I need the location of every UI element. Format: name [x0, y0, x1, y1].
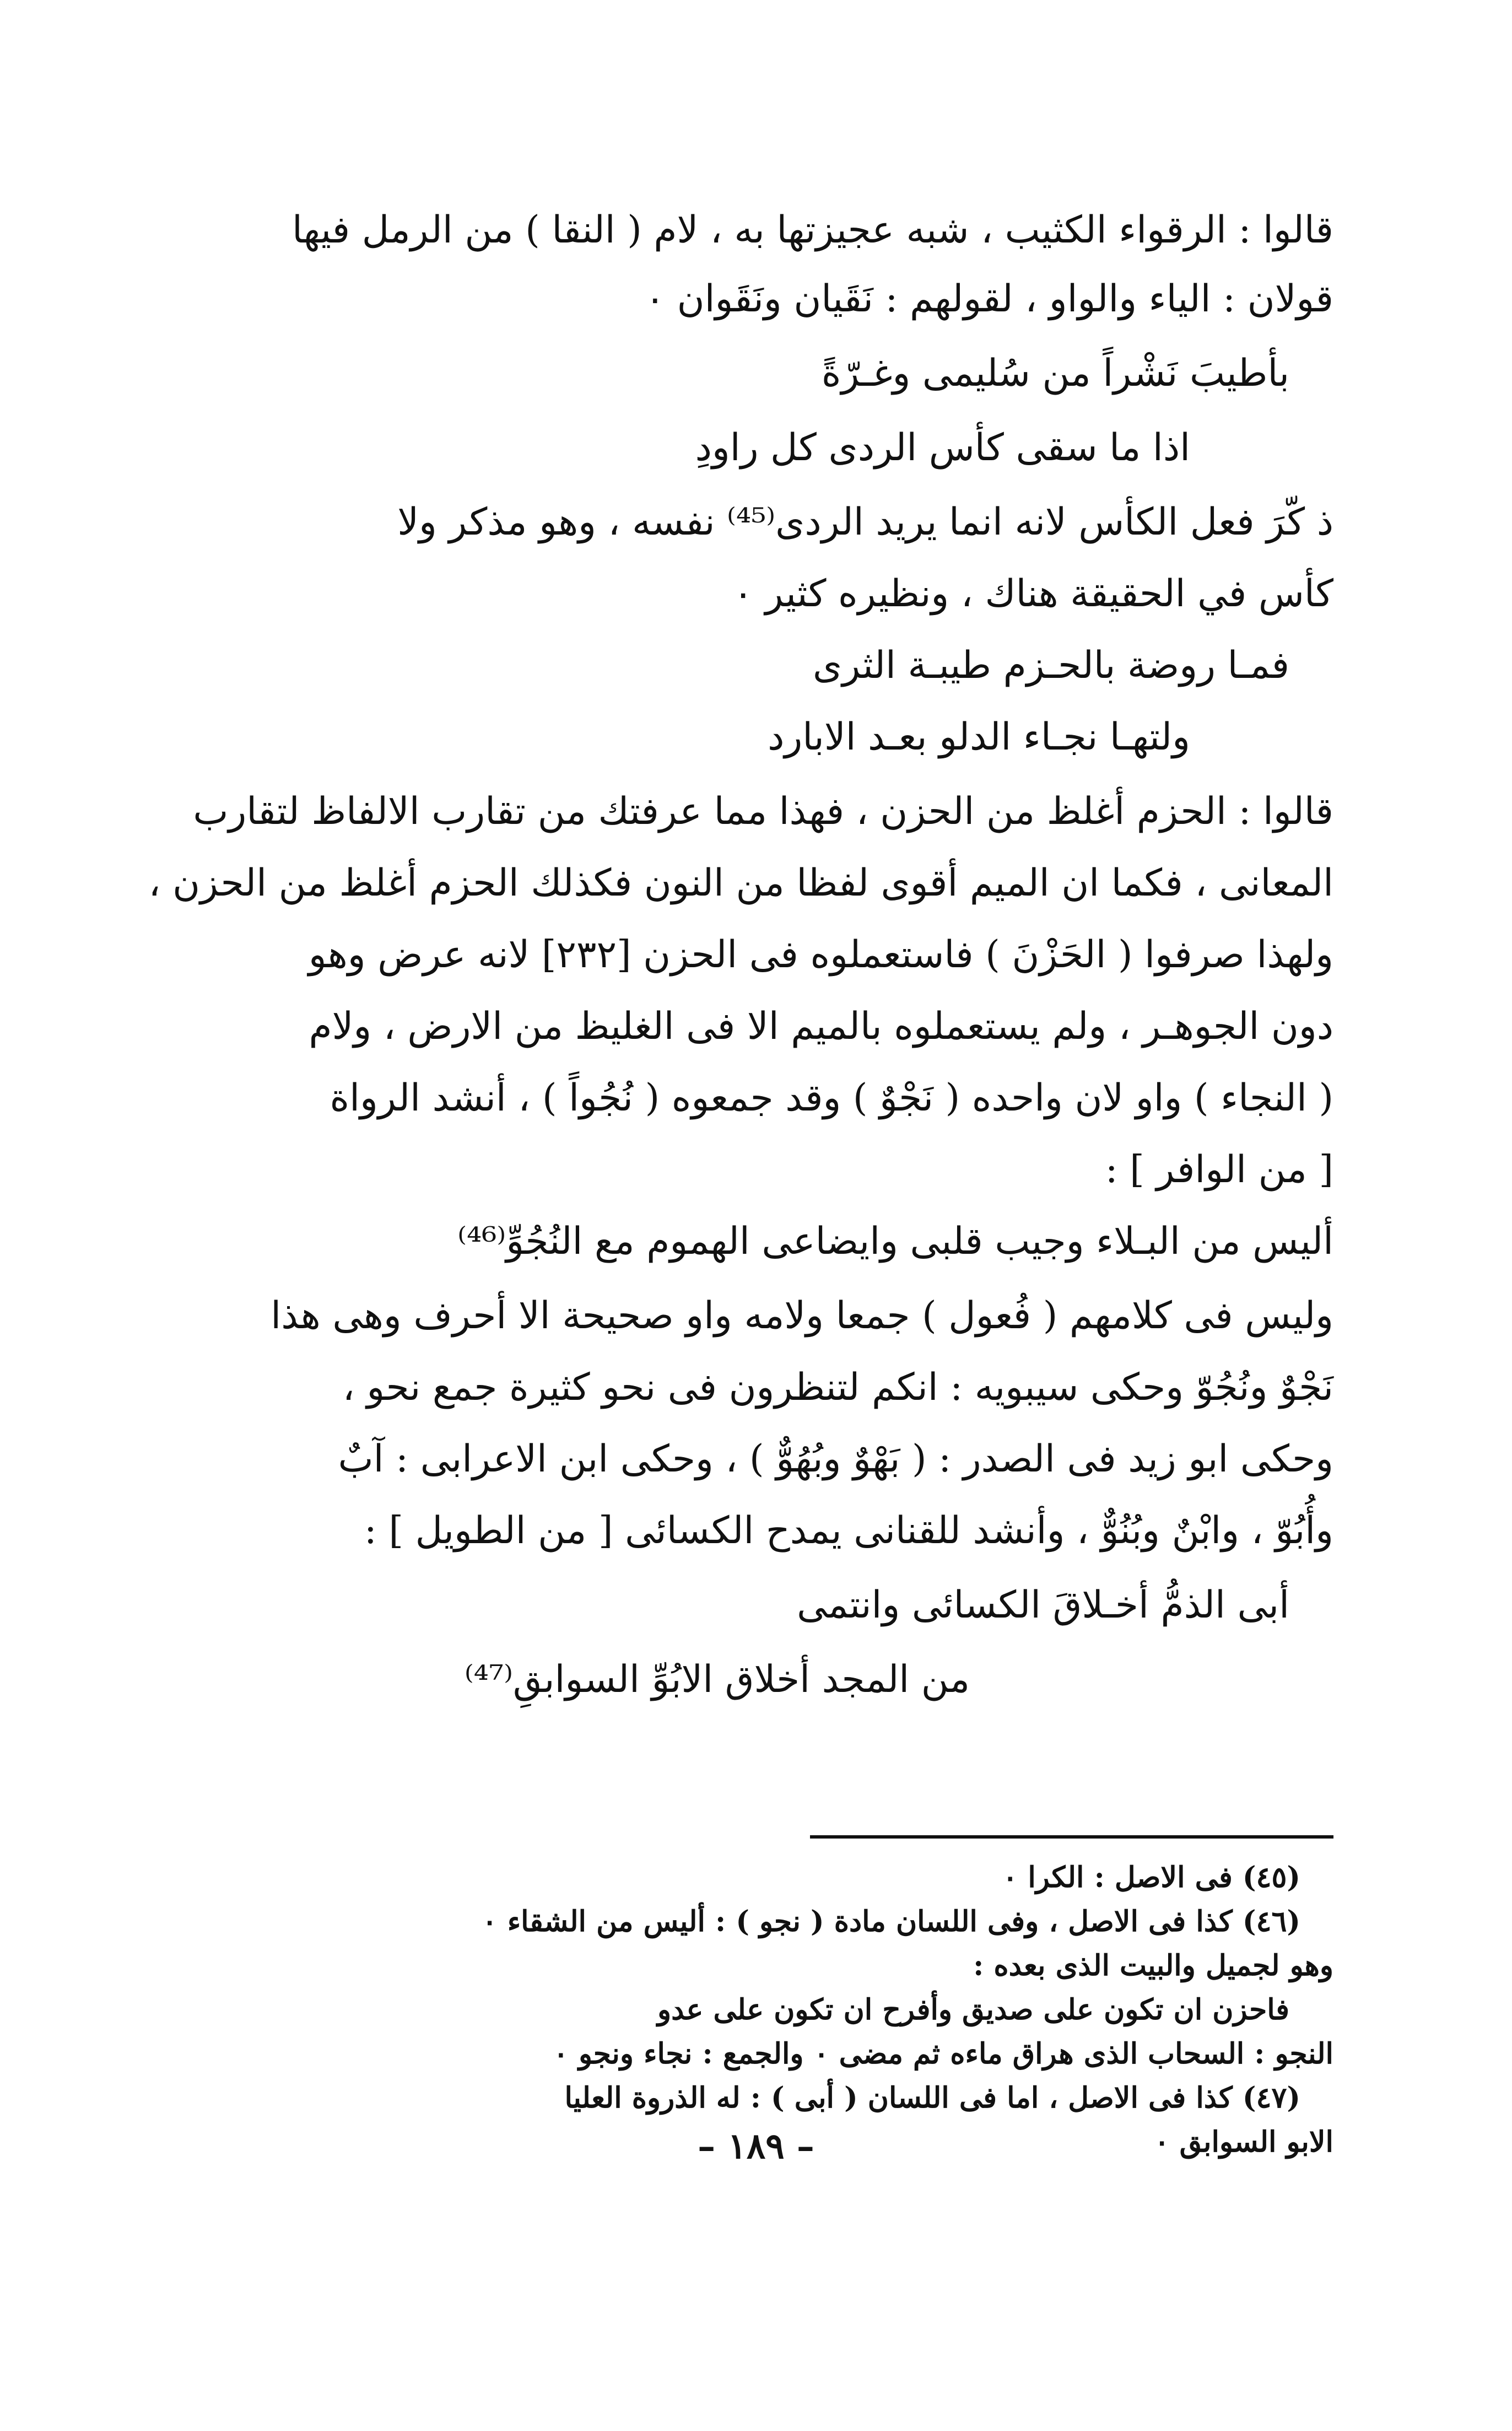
footnote-line: (٤٥) فى الاصل : الكرا ٠: [1002, 1861, 1300, 1894]
footnote-line: (٤٧) كذا فى الاصل ، اما فى اللسان ( أبى ) : له الذروة العليا: [564, 2081, 1300, 2115]
page-number: – ١٨٩ –: [698, 2126, 814, 2167]
footnote-rule: [810, 1835, 1333, 1839]
footnote-line: وهو لجميل والبيت الذى بعده :: [973, 1949, 1333, 1982]
footnote-line: (٤٦) كذا فى الاصل ، وفى اللسان مادة ( نجو ) : أليس من الشقاء ٠: [482, 1905, 1300, 1938]
footnote-line: النجو : السحاب الذى هراق ماءه ثم مضى ٠ والجمع : نجاء ونجو ٠: [553, 2037, 1333, 2071]
text-line: قولان : الياء والواو ، لقولهم : نَقَيان ونَقَوان ٠: [645, 277, 1333, 321]
text-line: ( النجاء ) واو لان واحده ( نَجْوٌ ) وقد جمعوه ( نُجُواً ) ، أنشد الرواة: [330, 1076, 1333, 1120]
verse-line: فمـا روضة بالحـزم طيبـة الثرى: [812, 644, 1289, 687]
verse-line: أبى الذمُّ أخـلاقَ الكسائى وانتمى: [797, 1583, 1289, 1627]
text-line: وليس فى كلامهم ( فُعول ) جمعا ولامه واو صحيحة الا أحرف وهى هذا: [271, 1294, 1333, 1338]
text-line: دون الجوهـر ، ولم يستعملوه بالميم الا فى الغليظ من الارض ، ولام: [309, 1005, 1333, 1048]
document-page: [148, 182, 1333, 2359]
verse-line: ولتهـا نجـاء الدلو بعـد الابارد: [768, 715, 1190, 759]
text-line: كأس في الحقيقة هناك ، ونظيره كثير ٠: [733, 572, 1333, 616]
verse-line: اذا ما سقى كأس الردى كل راودِ: [695, 426, 1190, 470]
text-line: ذ كّرَ فعل الكأس لانه انما يريد الردى⁽⁴⁵⁾ نفسه ، وهو مذكر ولا: [397, 500, 1333, 544]
text-line: [ من الوافر ] :: [1105, 1148, 1333, 1192]
text-line: قالوا : الرقواء الكثيب ، شبه عجيزتها به ، لام ( النقا ) من الرمل فيها: [292, 208, 1333, 252]
text-line: وأُبُوّ ، وابْنٌ وبُنُوٌّ ، وأنشد للقنانى يمدح الكسائى [ من الطويل ] :: [364, 1509, 1333, 1553]
text-line: ولهذا صرفوا ( الحَزْنَ ) فاستعملوه فى الحزن [٢٣٢] لانه عرض وهو: [308, 933, 1333, 977]
verse-line: بأطيبَ نَشْراً من سُليمى وغـرّةً: [821, 352, 1289, 395]
verse-line: من المجد أخلاق الابُوِّ السوابقِ⁽⁴⁷⁾: [464, 1658, 970, 1701]
text-line: المعانى ، فكما ان الميم أقوى لفظا من النون فكذلك الحزم أغلظ من الحزن ،: [148, 861, 1333, 905]
text-line: قالوا : الحزم أغلظ من الحزن ، فهذا مما عرفتك من تقارب الالفاظ لتقارب: [193, 790, 1333, 833]
verse-line: أليس من البـلاء وجيب قلبى وايضاعى الهموم مع النُجُوِّ⁽⁴⁶⁾: [457, 1220, 1333, 1263]
footnote-line: الابو السوابق ٠: [1154, 2125, 1333, 2159]
text-line: وحكى ابو زيد فى الصدر : ( بَهْوٌ وبُهُوٌّ ) ، وحكى ابن الاعرابى : آبٌ: [338, 1437, 1333, 1481]
footnote-verse: فاحزن ان تكون على صديق وأفرح ان تكون على عدو: [657, 1993, 1289, 2026]
text-line: نَجْوٌ ونُجُوّ وحكى سيبويه : انكم لتنظرون فى نحو كثيرة جمع نحو ،: [342, 1366, 1333, 1409]
